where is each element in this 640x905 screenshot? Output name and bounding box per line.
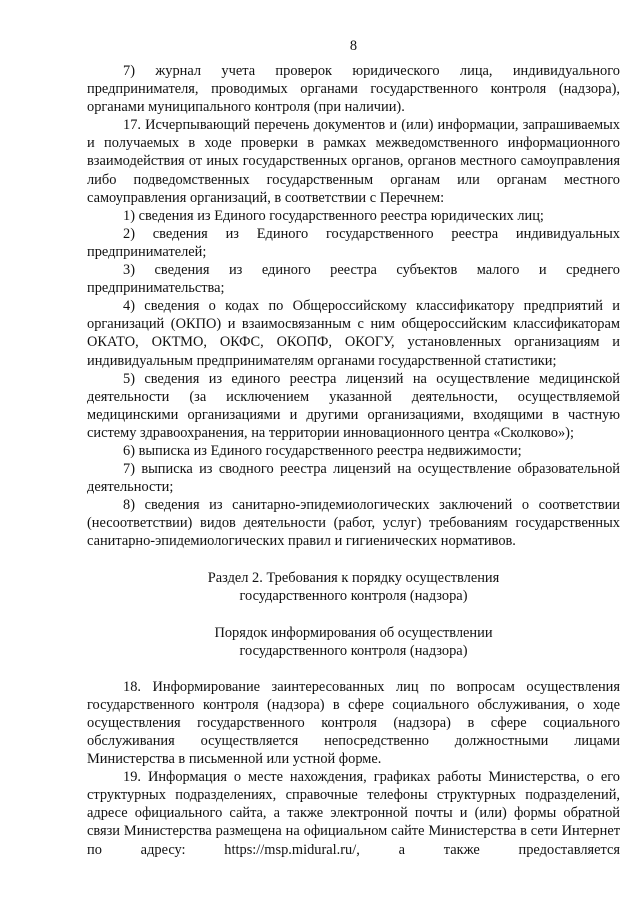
paragraph-19: 19. Информация о месте нахождения, графиках работы Министерства, о его структурных подразделениях, справочные телефоны структурных подразделений, адресе официального сайта, а также электронной почты и (или) формы обратной связи Министерства размещена на официальном сайте Министерства в сети Интернет по адресу: https://msp.midural.ru/, а также предоставляется [87, 769, 620, 858]
list-item-1: 1) сведения из Единого государственного реестра юридических лиц; [123, 207, 544, 224]
paragraph-item-7-journal: 7) журнал учета проверок юридического лица, индивидуального предпринимателя, проводимых органами государственного контроля (надзора), органами муниципального контроля (при наличии). [87, 63, 620, 116]
spacer [87, 551, 620, 569]
section-title-line-2: государственного контроля (надзора) [239, 587, 468, 604]
page-number: 8 [349, 38, 358, 54]
spacer [87, 661, 620, 678]
list-item-4: 4) сведения о кодах по Общероссийскому классификатору предприятий и организаций (ОКПО) и взаимосвязанным с ним общероссийским классификаторам ОКАТО, ОКТМО, ОКФС, ОКОПФ, ОКОГУ, установленных организациям и индивидуальным предпринимателям органами государственной статистики; [87, 298, 620, 369]
subsection-title-line-2: государственного контроля (надзора) [239, 643, 468, 660]
list-item-5: 5) сведения из единого реестра лицензий на осуществление медицинской деятельности (за исключением указанной деятельности, осуществляемой медицинскими организациями и другими организациями, входящими в частную систему здравоохранения, на территории инновационного центра «Сколково»); [87, 370, 620, 441]
document-page [87, 36, 620, 859]
paragraph-17: 17. Исчерпывающий перечень документов и (или) информации, запрашиваемых и получаемых в ходе проверки в рамках межведомственного информационного взаимодействия от иных государственных органов, органов местного самоуправления либо подведомственных государственным органам или органам местного самоуправления организаций, в соответствии с Перечнем: [87, 117, 620, 206]
list-item-2: 2) сведения из Единого государственного реестра индивидуальных предпринимателей; [87, 225, 620, 260]
subsection-title-line-1: Порядок информирования об осуществлении [214, 625, 493, 642]
spacer [87, 605, 620, 624]
list-item-3: 3) сведения из единого реестра субъектов малого и среднего предпринимательства; [87, 262, 620, 297]
list-item-6: 6) выписка из Единого государственного реестра недвижимости; [123, 442, 522, 459]
section-title-line-1: Раздел 2. Требования к порядку осуществления [207, 569, 500, 586]
list-item-7: 7) выписка из сводного реестра лицензий на осуществление образовательной деятельности; [87, 461, 620, 496]
paragraph-18: 18. Информирование заинтересованных лиц по вопросам осуществления государственного контроля (надзора) в сфере социального обслуживания, о ходе осуществления государственного контроля (надзора) в сфере социального обслуживания осуществляется непосредственно должностными лицами Министерства в письменной или устной форме. [87, 678, 620, 768]
list-item-8: 8) сведения из санитарно-эпидемиологических заключений о соответствии (несоответствии) видов деятельности (работ, услуг) требованиям государственных санитарно-эпидемиологических правил и гигиенических нормативов. [87, 497, 620, 550]
